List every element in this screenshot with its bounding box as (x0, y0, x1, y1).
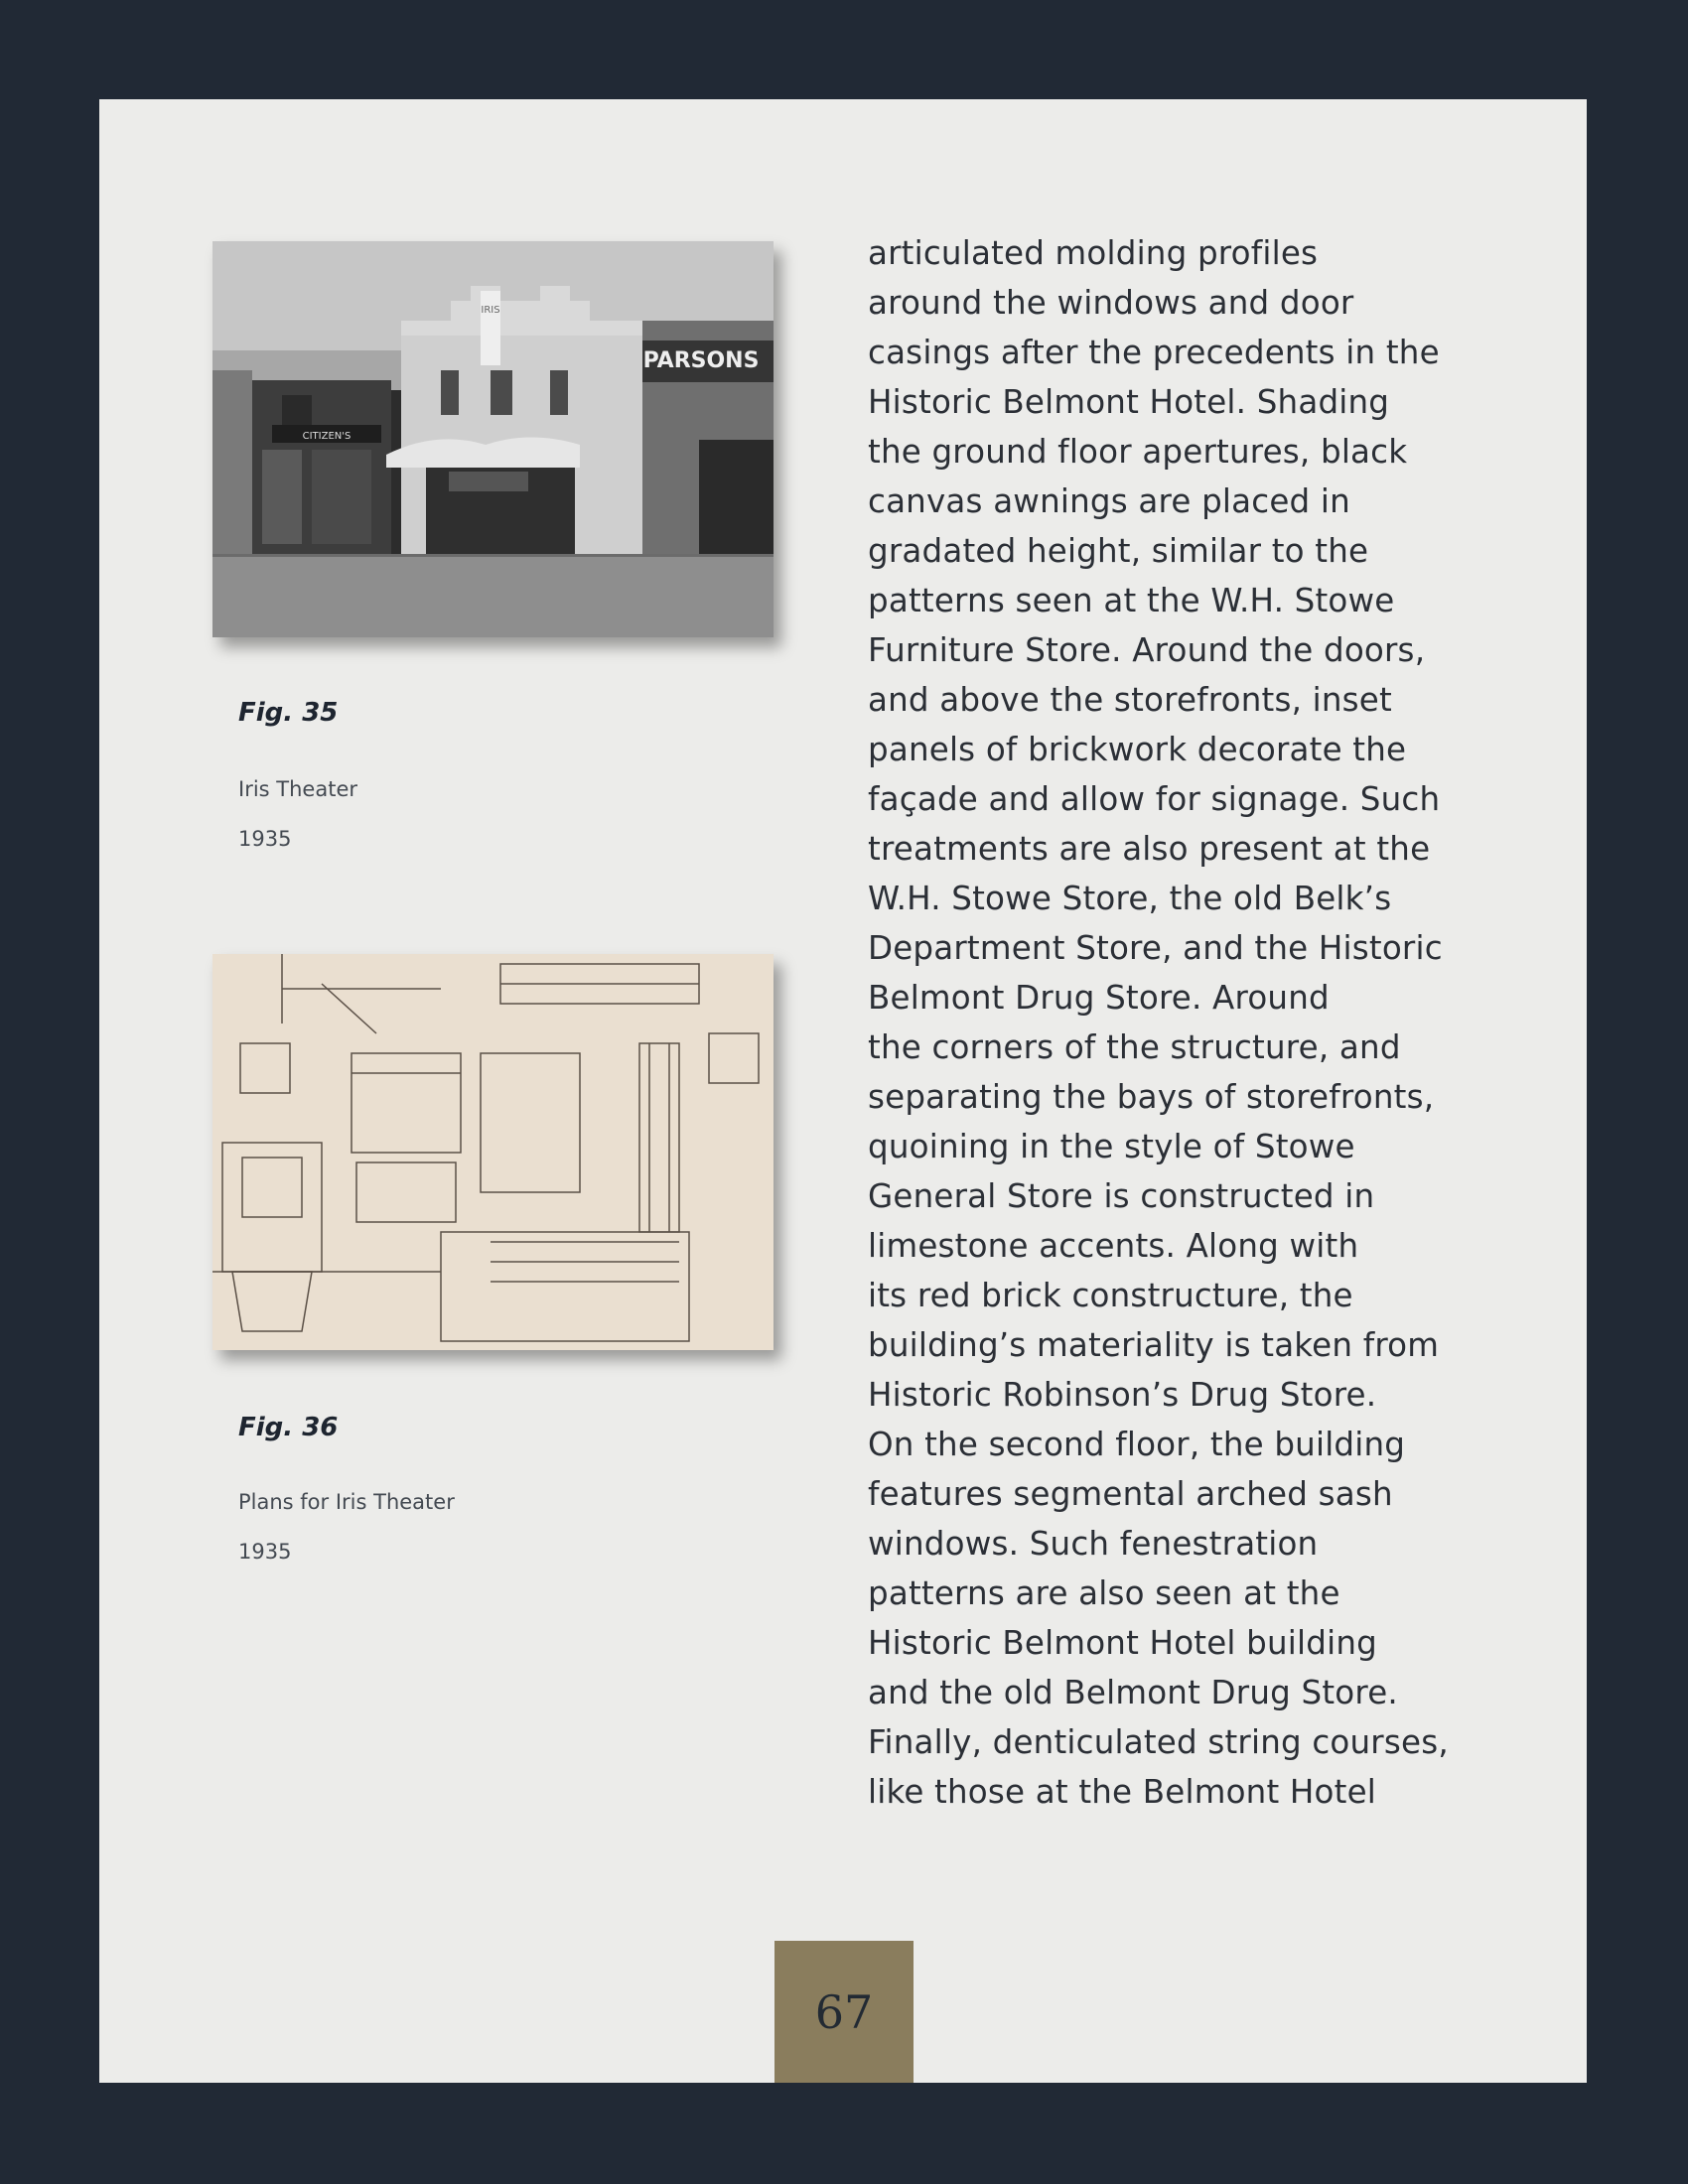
body-line: casings after the precedents in the (868, 334, 1440, 371)
body-line: the corners of the structure, and (868, 1028, 1401, 1066)
iris-theater-plans-image (212, 954, 774, 1350)
body-line: Historic Belmont Hotel building (868, 1624, 1377, 1662)
fig-35-year: 1935 (238, 827, 292, 851)
body-line: the ground floor apertures, black (868, 433, 1408, 471)
body-line: canvas awnings are placed in (868, 482, 1350, 520)
body-line: its red brick constructure, the (868, 1277, 1353, 1314)
iris-theater-plans-drawing (212, 954, 774, 1350)
iris-theater-photo (212, 241, 774, 637)
body-line: Finally, denticulated string courses, (868, 1723, 1449, 1761)
body-line: quoining in the style of Stowe (868, 1128, 1355, 1165)
body-line: and the old Belmont Drug Store. (868, 1674, 1398, 1711)
body-line: like those at the Belmont Hotel (868, 1773, 1377, 1811)
body-line: patterns seen at the W.H. Stowe (868, 582, 1395, 619)
body-line: building’s materiality is taken from (868, 1326, 1440, 1364)
body-line: Historic Belmont Hotel. Shading (868, 383, 1390, 421)
body-line: On the second floor, the building (868, 1426, 1406, 1463)
body-text (868, 228, 1464, 1817)
body-line: façade and allow for signage. Such (868, 780, 1441, 818)
body-line: features segmental arched sash (868, 1475, 1393, 1513)
body-line: Furniture Store. Around the doors, (868, 631, 1426, 669)
body-line: Belmont Drug Store. Around (868, 979, 1330, 1017)
fig-35-title: Iris Theater (238, 777, 357, 801)
fig-35-label: Fig. 35 (238, 698, 339, 728)
document-page (99, 99, 1587, 2083)
iris-theater-photo-image (212, 241, 774, 637)
body-line: windows. Such fenestration (868, 1525, 1319, 1563)
body-line: gradated height, similar to the (868, 532, 1369, 570)
body-line: around the windows and door (868, 284, 1354, 322)
citizens-sign: CITIZEN'S (302, 431, 352, 442)
body-line: patterns are also seen at the (868, 1574, 1340, 1612)
body-line: Historic Robinson’s Drug Store. (868, 1376, 1377, 1414)
body-line: separating the bays of storefronts, (868, 1078, 1435, 1116)
iris-vertical-sign: IRIS (481, 305, 500, 316)
body-line: articulated molding profiles (868, 234, 1319, 272)
parsons-sign: PARSONS (642, 348, 760, 373)
fig-36-label: Fig. 36 (238, 1413, 339, 1442)
page-number: 67 (814, 1984, 874, 2039)
fig-36-title: Plans for Iris Theater (238, 1490, 455, 1514)
body-line: Department Store, and the Historic (868, 929, 1443, 967)
body-line: limestone accents. Along with (868, 1227, 1359, 1265)
body-line: and above the storefronts, inset (868, 681, 1392, 719)
body-line: treatments are also present at the (868, 830, 1431, 868)
body-line: W.H. Stowe Store, the old Belk’s (868, 880, 1392, 917)
body-line: General Store is constructed in (868, 1177, 1375, 1215)
body-line: panels of brickwork decorate the (868, 731, 1407, 768)
page-number-badge (774, 1941, 914, 2083)
fig-36-year: 1935 (238, 1540, 292, 1564)
